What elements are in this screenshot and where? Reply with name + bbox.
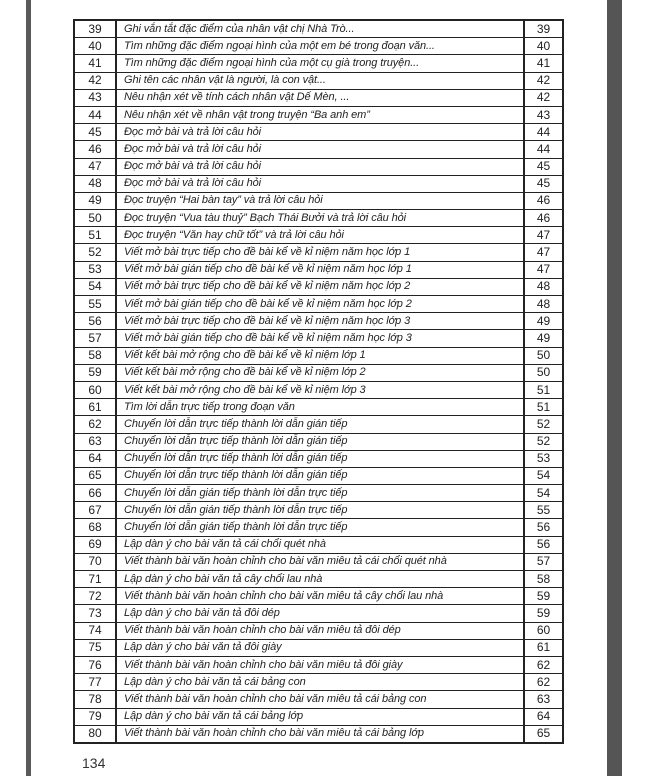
page-number: 134 bbox=[82, 755, 106, 771]
toc-row bbox=[74, 622, 563, 639]
entry-page: 40 bbox=[524, 38, 563, 55]
entry-number: 59 bbox=[74, 364, 116, 381]
entry-page: 45 bbox=[524, 175, 563, 192]
toc-row bbox=[74, 656, 563, 673]
entry-title: Viết thành bài văn hoàn chỉnh cho bài văn miêu tả cái bảng con bbox=[116, 691, 524, 708]
entry-number: 78 bbox=[74, 691, 116, 708]
entry-title: Lập dàn ý cho bài văn tả đôi dép bbox=[116, 605, 524, 622]
entry-page: 58 bbox=[524, 571, 563, 588]
entry-page: 65 bbox=[524, 725, 563, 743]
entry-number: 80 bbox=[74, 725, 116, 743]
entry-page: 49 bbox=[524, 313, 563, 330]
entry-page: 52 bbox=[524, 433, 563, 450]
entry-page: 46 bbox=[524, 210, 563, 227]
toc-row bbox=[74, 502, 563, 519]
toc-row bbox=[74, 175, 563, 192]
entry-title: Lập dàn ý cho bài văn tả đôi giày bbox=[116, 639, 524, 656]
entry-number: 64 bbox=[74, 450, 116, 467]
toc-row bbox=[74, 450, 563, 467]
toc-row bbox=[74, 416, 563, 433]
entry-page: 44 bbox=[524, 141, 563, 158]
toc-row bbox=[74, 433, 563, 450]
entry-page: 57 bbox=[524, 553, 563, 570]
entry-page: 51 bbox=[524, 399, 563, 416]
entry-title: Tìm những đặc điểm ngoại hình của một em bé trong đoạn văn... bbox=[116, 38, 524, 55]
toc-row bbox=[74, 571, 563, 588]
entry-page: 54 bbox=[524, 467, 563, 484]
entry-title: Chuyển lời dẫn trực tiếp thành lời dẫn gián tiếp bbox=[116, 433, 524, 450]
entry-page: 56 bbox=[524, 519, 563, 536]
table-of-contents bbox=[73, 19, 564, 744]
toc-row bbox=[74, 519, 563, 536]
entry-number: 51 bbox=[74, 227, 116, 244]
entry-page: 50 bbox=[524, 364, 563, 381]
entry-title: Chuyển lời dẫn trực tiếp thành lời dẫn gián tiếp bbox=[116, 467, 524, 484]
toc-row bbox=[74, 313, 563, 330]
entry-title: Viết mở bài trực tiếp cho đề bài kể về kỉ niệm năm học lớp 1 bbox=[116, 244, 524, 261]
entry-page: 43 bbox=[524, 106, 563, 123]
entry-page: 42 bbox=[524, 72, 563, 89]
entry-title: Viết thành bài văn hoàn chỉnh cho bài văn miêu tả đôi giày bbox=[116, 656, 524, 673]
toc-row bbox=[74, 192, 563, 209]
entry-number: 40 bbox=[74, 38, 116, 55]
entry-title: Viết mở bài trực tiếp cho đề bài kể về kỉ niệm năm học lớp 2 bbox=[116, 278, 524, 295]
toc-row bbox=[74, 536, 563, 553]
entry-title: Chuyển lời dẫn trực tiếp thành lời dẫn gián tiếp bbox=[116, 416, 524, 433]
entry-number: 43 bbox=[74, 89, 116, 106]
entry-number: 39 bbox=[74, 20, 116, 38]
entry-title: Lập dàn ý cho bài văn tả cây chổi lau nhà bbox=[116, 571, 524, 588]
entry-number: 67 bbox=[74, 502, 116, 519]
entry-number: 75 bbox=[74, 639, 116, 656]
entry-title: Ghi tên các nhân vật là người, là con vật... bbox=[116, 72, 524, 89]
entry-title: Chuyển lời dẫn trực tiếp thành lời dẫn gián tiếp bbox=[116, 450, 524, 467]
toc-row bbox=[74, 124, 563, 141]
toc-row bbox=[74, 588, 563, 605]
entry-page: 47 bbox=[524, 227, 563, 244]
entry-title: Viết thành bài văn hoàn chỉnh cho bài văn miêu tả cái chổi quét nhà bbox=[116, 553, 524, 570]
entry-number: 74 bbox=[74, 622, 116, 639]
entry-title: Lập dàn ý cho bài văn tả cái bảng lớp bbox=[116, 708, 524, 725]
entry-number: 65 bbox=[74, 467, 116, 484]
entry-number: 61 bbox=[74, 399, 116, 416]
entry-title: Nêu nhận xét về tính cách nhân vật Dế Mèn, ... bbox=[116, 89, 524, 106]
toc-row bbox=[74, 55, 563, 72]
toc-row bbox=[74, 278, 563, 295]
entry-page: 44 bbox=[524, 124, 563, 141]
entry-title: Viết kết bài mở rộng cho đề bài kể về kỉ niệm lớp 3 bbox=[116, 381, 524, 398]
toc-row bbox=[74, 296, 563, 313]
entry-number: 55 bbox=[74, 296, 116, 313]
entry-page: 56 bbox=[524, 536, 563, 553]
toc-row bbox=[74, 227, 563, 244]
entry-page: 59 bbox=[524, 605, 563, 622]
toc-row bbox=[74, 244, 563, 261]
toc-row bbox=[74, 330, 563, 347]
entry-page: 59 bbox=[524, 588, 563, 605]
toc-row bbox=[74, 691, 563, 708]
entry-page: 60 bbox=[524, 622, 563, 639]
entry-page: 62 bbox=[524, 656, 563, 673]
entry-title: Đọc mở bài và trả lời câu hỏi bbox=[116, 175, 524, 192]
entry-number: 77 bbox=[74, 674, 116, 691]
toc-row bbox=[74, 89, 563, 106]
entry-number: 42 bbox=[74, 72, 116, 89]
entry-page: 41 bbox=[524, 55, 563, 72]
toc-row bbox=[74, 210, 563, 227]
entry-page: 55 bbox=[524, 502, 563, 519]
toc-row bbox=[74, 141, 563, 158]
entry-page: 47 bbox=[524, 244, 563, 261]
entry-number: 73 bbox=[74, 605, 116, 622]
entry-title: Đọc truyện “Hai bàn tay” và trả lời câu hỏi bbox=[116, 192, 524, 209]
entry-number: 76 bbox=[74, 656, 116, 673]
toc-row bbox=[74, 553, 563, 570]
entry-number: 48 bbox=[74, 175, 116, 192]
entry-number: 63 bbox=[74, 433, 116, 450]
entry-number: 54 bbox=[74, 278, 116, 295]
entry-number: 72 bbox=[74, 588, 116, 605]
toc-row bbox=[74, 399, 563, 416]
entry-number: 69 bbox=[74, 536, 116, 553]
entry-number: 52 bbox=[74, 244, 116, 261]
entry-number: 45 bbox=[74, 124, 116, 141]
toc-row bbox=[74, 485, 563, 502]
entry-page: 54 bbox=[524, 485, 563, 502]
entry-number: 50 bbox=[74, 210, 116, 227]
entry-number: 66 bbox=[74, 485, 116, 502]
entry-page: 62 bbox=[524, 674, 563, 691]
entry-title: Tìm lời dẫn trực tiếp trong đoạn văn bbox=[116, 399, 524, 416]
entry-number: 70 bbox=[74, 553, 116, 570]
entry-number: 41 bbox=[74, 55, 116, 72]
entry-number: 56 bbox=[74, 313, 116, 330]
entry-title: Chuyển lời dẫn gián tiếp thành lời dẫn trực tiếp bbox=[116, 502, 524, 519]
entry-page: 45 bbox=[524, 158, 563, 175]
entry-page: 53 bbox=[524, 450, 563, 467]
entry-title: Tìm những đặc điểm ngoại hình của một cụ già trong truyện... bbox=[116, 55, 524, 72]
entry-page: 49 bbox=[524, 330, 563, 347]
entry-number: 46 bbox=[74, 141, 116, 158]
entry-page: 48 bbox=[524, 278, 563, 295]
entry-page: 52 bbox=[524, 416, 563, 433]
entry-title: Viết mở bài gián tiếp cho đề bài kể về kỉ niệm năm học lớp 2 bbox=[116, 296, 524, 313]
entry-title: Chuyển lời dẫn gián tiếp thành lời dẫn trực tiếp bbox=[116, 519, 524, 536]
toc-row bbox=[74, 38, 563, 55]
entry-number: 71 bbox=[74, 571, 116, 588]
toc-row bbox=[74, 467, 563, 484]
entry-title: Viết mở bài gián tiếp cho đề bài kể về kỉ niệm năm học lớp 1 bbox=[116, 261, 524, 278]
entry-title: Chuyển lời dẫn gián tiếp thành lời dẫn trực tiếp bbox=[116, 485, 524, 502]
entry-page: 63 bbox=[524, 691, 563, 708]
entry-number: 62 bbox=[74, 416, 116, 433]
toc-row bbox=[74, 725, 563, 743]
entry-title: Viết mở bài gián tiếp cho đề bài kể về kỉ niệm năm học lớp 3 bbox=[116, 330, 524, 347]
entry-number: 60 bbox=[74, 381, 116, 398]
entry-title: Viết thành bài văn hoàn chỉnh cho bài văn miêu tả đôi dép bbox=[116, 622, 524, 639]
entry-title: Nêu nhận xét về nhân vật trong truyện “Ba anh em” bbox=[116, 106, 524, 123]
entry-title: Viết thành bài văn hoàn chỉnh cho bài văn miêu tả cây chổi lau nhà bbox=[116, 588, 524, 605]
toc-row bbox=[74, 605, 563, 622]
entry-page: 51 bbox=[524, 381, 563, 398]
entry-page: 39 bbox=[524, 20, 563, 38]
toc-row bbox=[74, 639, 563, 656]
toc-row bbox=[74, 20, 563, 38]
entry-title: Viết kết bài mở rộng cho đề bài kể về kỉ niệm lớp 1 bbox=[116, 347, 524, 364]
entry-title: Đọc mở bài và trả lời câu hỏi bbox=[116, 141, 524, 158]
entry-title: Viết thành bài văn hoàn chỉnh cho bài văn miêu tả cái bảng lớp bbox=[116, 725, 524, 743]
entry-title: Đọc mở bài và trả lời câu hỏi bbox=[116, 124, 524, 141]
entry-title: Viết mở bài trực tiếp cho đề bài kể về kỉ niệm năm học lớp 3 bbox=[116, 313, 524, 330]
toc-row bbox=[74, 72, 563, 89]
toc-row bbox=[74, 381, 563, 398]
scan-edge-right bbox=[607, 0, 622, 776]
toc-row bbox=[74, 347, 563, 364]
entry-page: 64 bbox=[524, 708, 563, 725]
entry-number: 47 bbox=[74, 158, 116, 175]
entry-number: 58 bbox=[74, 347, 116, 364]
toc-row bbox=[74, 158, 563, 175]
entry-page: 47 bbox=[524, 261, 563, 278]
entry-number: 49 bbox=[74, 192, 116, 209]
entry-title: Đọc mở bài và trả lời câu hỏi bbox=[116, 158, 524, 175]
entry-title: Đọc truyện “Vua tàu thuỷ” Bạch Thái Bưởi và trả lời câu hỏi bbox=[116, 210, 524, 227]
entry-number: 44 bbox=[74, 106, 116, 123]
scan-edge-left bbox=[26, 0, 31, 776]
entry-page: 42 bbox=[524, 89, 563, 106]
entry-page: 61 bbox=[524, 639, 563, 656]
entry-page: 50 bbox=[524, 347, 563, 364]
entry-number: 53 bbox=[74, 261, 116, 278]
toc-row bbox=[74, 261, 563, 278]
entry-title: Lập dàn ý cho bài văn tả cái bảng con bbox=[116, 674, 524, 691]
entry-page: 48 bbox=[524, 296, 563, 313]
entry-number: 79 bbox=[74, 708, 116, 725]
entry-title: Lập dàn ý cho bài văn tả cái chổi quét nhà bbox=[116, 536, 524, 553]
entry-page: 46 bbox=[524, 192, 563, 209]
entry-title: Viết kết bài mở rộng cho đề bài kể về kỉ niệm lớp 2 bbox=[116, 364, 524, 381]
entry-title: Đọc truyện “Văn hay chữ tốt” và trả lời câu hỏi bbox=[116, 227, 524, 244]
entry-number: 57 bbox=[74, 330, 116, 347]
toc-row bbox=[74, 106, 563, 123]
toc-row bbox=[74, 364, 563, 381]
toc-row bbox=[74, 674, 563, 691]
toc-row bbox=[74, 708, 563, 725]
entry-title: Ghi vắn tắt đặc điểm của nhân vật chị Nhà Trò... bbox=[116, 20, 524, 38]
entry-number: 68 bbox=[74, 519, 116, 536]
